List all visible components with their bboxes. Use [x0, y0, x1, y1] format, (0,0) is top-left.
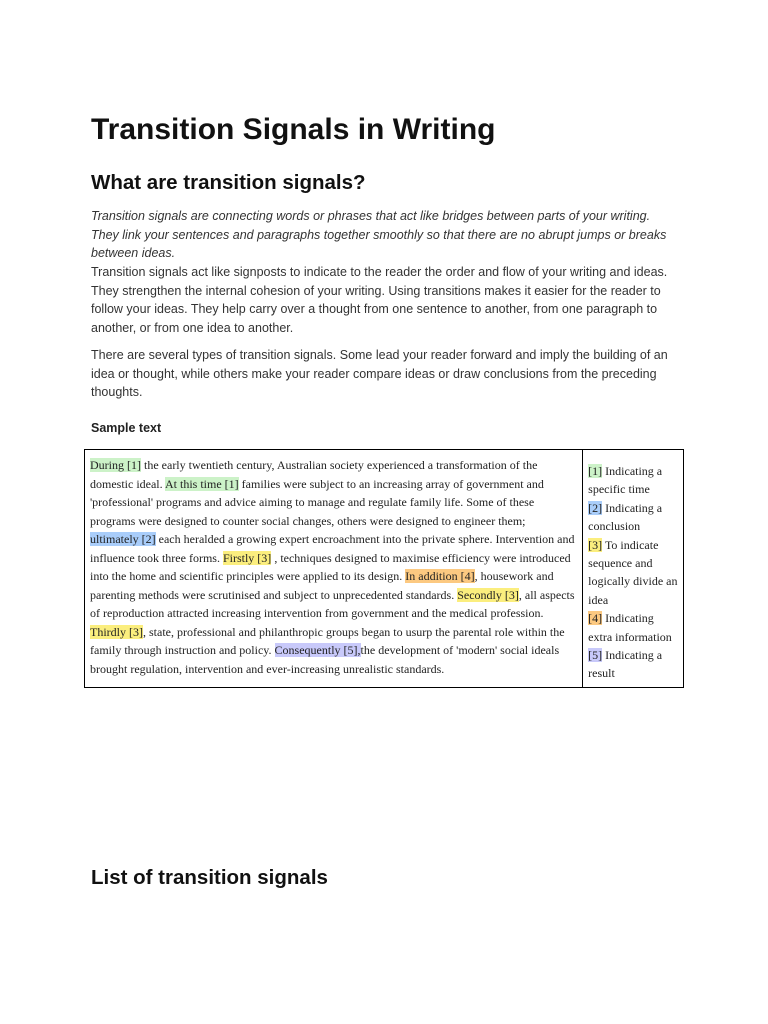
legend-marker: [4]: [588, 611, 603, 626]
sample-text-table: [84, 449, 684, 688]
sample-legend-cell: [583, 450, 684, 688]
legend-label: Indicating a specific time: [588, 464, 663, 497]
highlighted-transition-signal: In addition [4]: [405, 569, 475, 583]
sample-passage-cell: [85, 450, 583, 688]
legend-marker: [5]: [588, 648, 603, 663]
highlighted-transition-signal: Secondly [3]: [457, 587, 519, 602]
passage-text: , techniques designed to maximise efficiency were introduced into the home and scientific principles were applied to its design.: [90, 550, 571, 583]
passage-text: each heralded a growing expert encroachment into the private sphere. Intervention and influence took three forms.: [90, 532, 575, 565]
highlighted-transition-signal: Firstly [3]: [222, 550, 272, 565]
body-paragraph-1: Transition signals act like signposts to indicate to the reader the order and flow of your writing and ideas. They strengthen the internal cohesion of your writing. Using transitions makes it easier for the reader to follow your ideas. They help carry over a thought from one sentence to another, from one paragraph to another, or from one idea to another.: [91, 265, 668, 335]
passage-text: families were subject to an increasing array of government and 'professional' programs and advice aiming to manage and regulate family life. Some of these programs were designed to counter social changes, others were designed to engineer them;: [90, 476, 544, 528]
highlighted-transition-signal: At this time [1]: [164, 476, 239, 491]
passage-text: the early twentieth century, Australian society experienced a transformation of the domestic ideal.: [90, 458, 538, 491]
page-title: Transition Signals in Writing: [91, 113, 496, 146]
passage-text: , housework and parenting methods were scrutinised and subject to unprecedented standards.: [90, 569, 554, 602]
passage-text: , state, professional and philanthropic groups began to usurp the parental role within the family through instruction and policy.: [90, 624, 565, 657]
highlighted-transition-signal: ultimately [2]: [90, 532, 156, 546]
highlighted-transition-signal: Consequently [5],: [274, 643, 361, 657]
body-paragraph-2: There are several types of transition signals. Some lead your reader forward and imply the building of an idea or thought, while others make your reader compare ideas or draw conclusions from the preceding thoughts.: [91, 348, 668, 400]
highlighted-transition-signal: During [1]: [90, 458, 141, 472]
legend-marker: [3]: [588, 537, 603, 552]
section-heading-list: List of transition signals: [91, 866, 328, 889]
sample-text-label: Sample text: [91, 421, 162, 435]
legend-marker: [1]: [588, 464, 603, 478]
legend-label: Indicating a result: [588, 648, 663, 681]
intro-italic-paragraph: Transition signals are connecting words or phrases that act like bridges between parts of your writing. They link your sentences and paragraphs together smoothly so that there are no abrupt jumps or breaks between ideas.: [91, 209, 667, 261]
passage-text: the development of 'modern' social ideals brought regulation, intervention and ever-increasing unrealistic standards.: [90, 643, 560, 676]
highlighted-transition-signal: Thirdly [3]: [90, 624, 143, 639]
section-heading-what: What are transition signals?: [91, 171, 366, 194]
sample-table-row: [85, 450, 684, 688]
legend-label: Indicating extra information: [588, 611, 672, 644]
passage-text: , all aspects of reproduction attracted increasing intervention from government and the medical profession.: [90, 587, 575, 620]
legend-label: Indicating a conclusion: [588, 500, 663, 534]
legend-label: To indicate sequence and logically divide an idea: [588, 537, 678, 607]
legend-marker: [2]: [588, 500, 603, 515]
